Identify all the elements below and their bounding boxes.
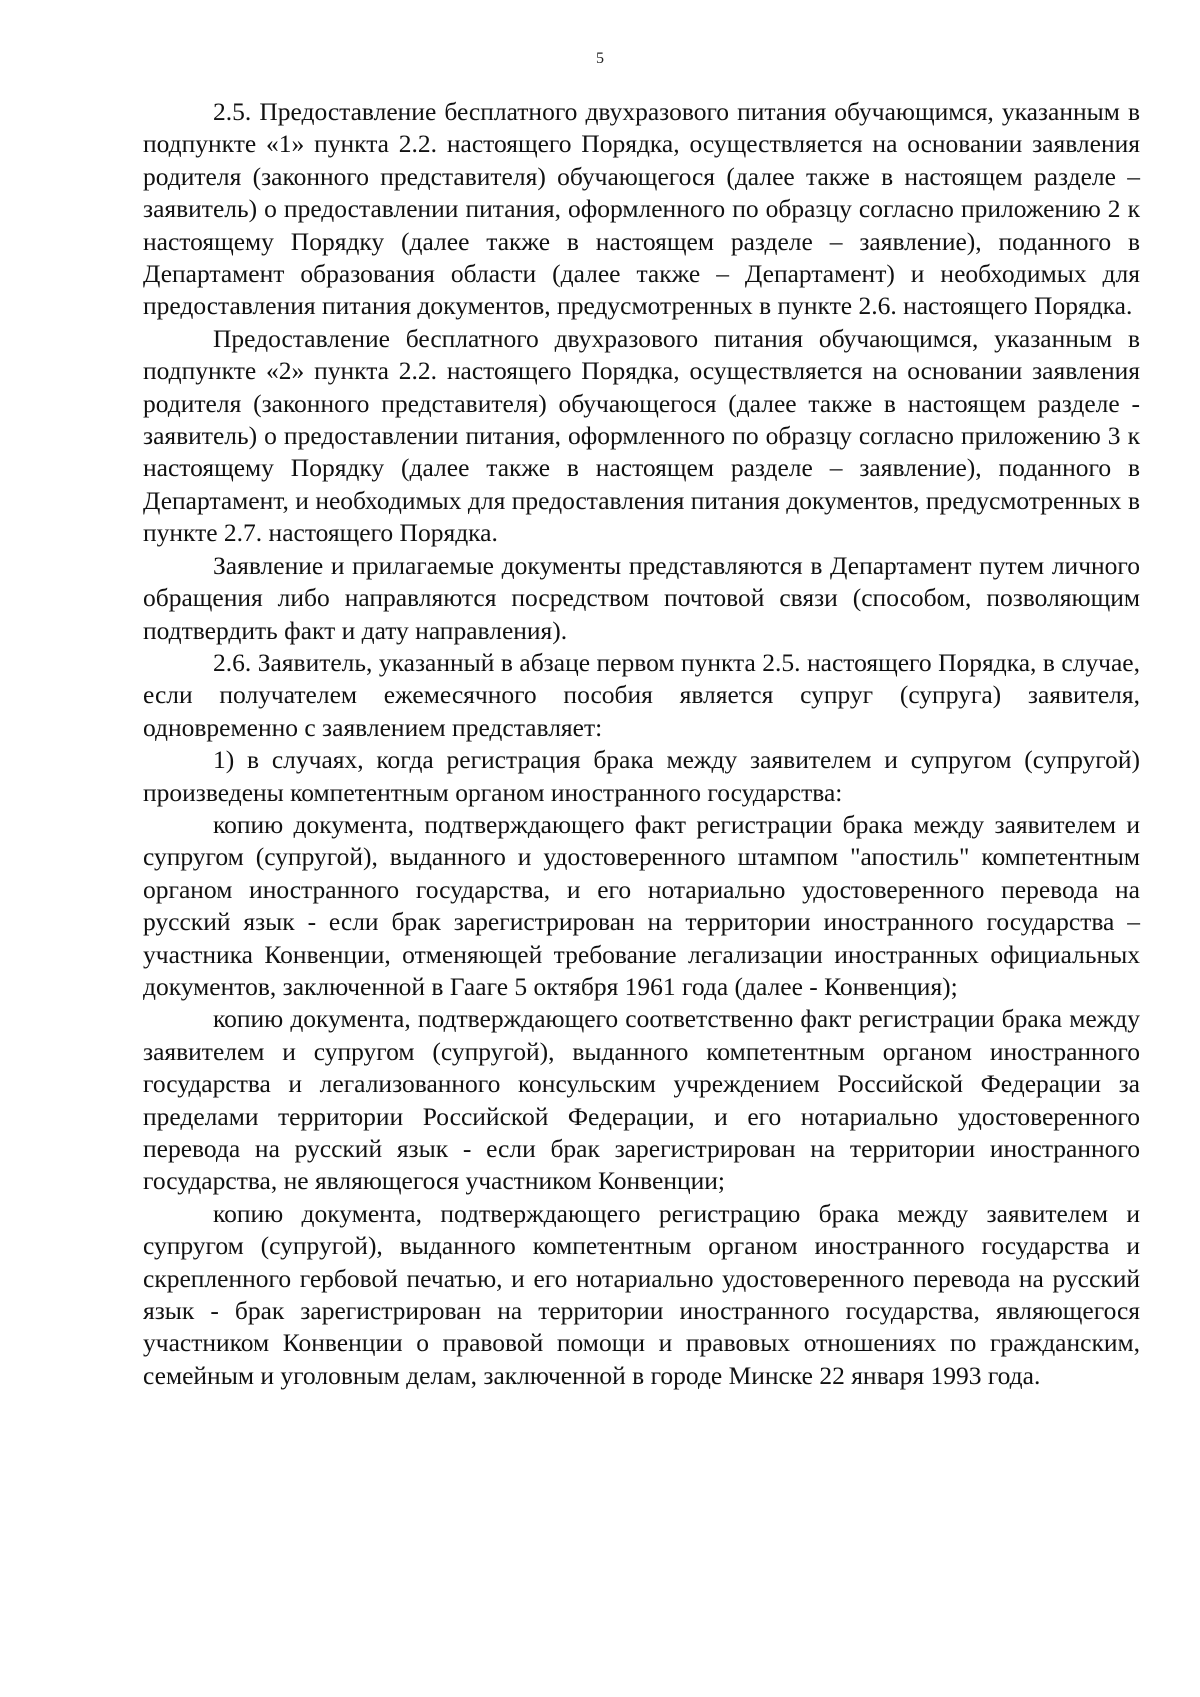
paragraph-apostille-copy: копию документа, подтверждающего факт регистрации брака между заявителем и супругом (супругой), выданного и удостоверенного штампом "апостиль" компетентным органом иностранного государства, и его нотариально удостоверенного перевода на русский язык - если брак зарегистрирован на территории иностранного государства – участника Конвенции, отменяющей требование легализации иностранных официальных документов, заключенной в Гааге 5 октября 1961 года (далее - Конвенция); [143,809,1140,1001]
paragraph-2-6-item-1: 1) в случаях, когда регистрация брака между заявителем и супругом (супругой) произведены компетентным органом иностранного государства: [143,745,1140,807]
paragraph-2-5-second: Предоставление бесплатного двухразового питания обучающимся, указанным в подпункте «2» пункта 2.2. настоящего Порядка, осуществляется на основании заявления родителя (законного представителя) обучающегося (далее также в настоящем разделе - заявитель) о предоставлении питания, оформленного по образцу согласно приложению 3 к настоящему Порядку (далее также в настоящем разделе – заявление), поданного в Департамент, и необходимых для предоставления питания документов, предусмотренных в пункте 2.7. настоящего Порядка. [143,323,1140,548]
paragraph-2-5: 2.5. Предоставление бесплатного двухразового питания обучающимся, указанным в подпункте «1» пункта 2.2. настоящего Порядка, осуществляется на основании заявления родителя (законного представителя) обучающегося (далее также в настоящем разделе – заявитель) о предоставлении питания, оформленного по образцу согласно приложению 2 к настоящему Порядку (далее также в настоящем разделе – заявление), поданного в Департамент образования области (далее также – Департамент) и необходимых для предоставления питания документов, предусмотренных в пункте 2.6. настоящего Порядка. [143,97,1140,321]
document-body [143,96,1140,1392]
paragraph-legalized-copy: копию документа, подтверждающего соответственно факт регистрации брака между заявителем и супругом (супругой), выданного компетентным органом иностранного государства и легализованного консульским учреждением Российской Федерации за пределами территории Российской Федерации, и его нотариально удостоверенного перевода на русский язык - если брак зарегистрирован на территории иностранного государства, не являющегося участником Конвенции; [143,1004,1140,1196]
paragraph-2-5-third: Заявление и прилагаемые документы представляются в Департамент путем личного обращения либо направляются посредством почтовой связи (способом, позволяющим подтвердить факт и дату направления). [143,550,1140,645]
paragraph-2-6: 2.6. Заявитель, указанный в абзаце первом пункта 2.5. настоящего Порядка, в случае, если получателем ежемесячного пособия является супруг (супруга) заявителя, одновременно с заявлением представляет: [143,647,1140,742]
paragraph-minsk-convention-copy: копию документа, подтверждающего регистрацию брака между заявителем и супругом (супругой), выданного компетентным органом иностранного государства и скрепленного гербовой печатью, и его нотариально удостоверенного перевода на русский язык - брак зарегистрирован на территории иностранного государства, являющегося участником Конвенции о правовой помощи и правовых отношениях по гражданским, семейным и уголовным делам, заключенной в городе Минске 22 января 1993 года. [143,1198,1140,1390]
page-number: 5 [596,50,604,67]
